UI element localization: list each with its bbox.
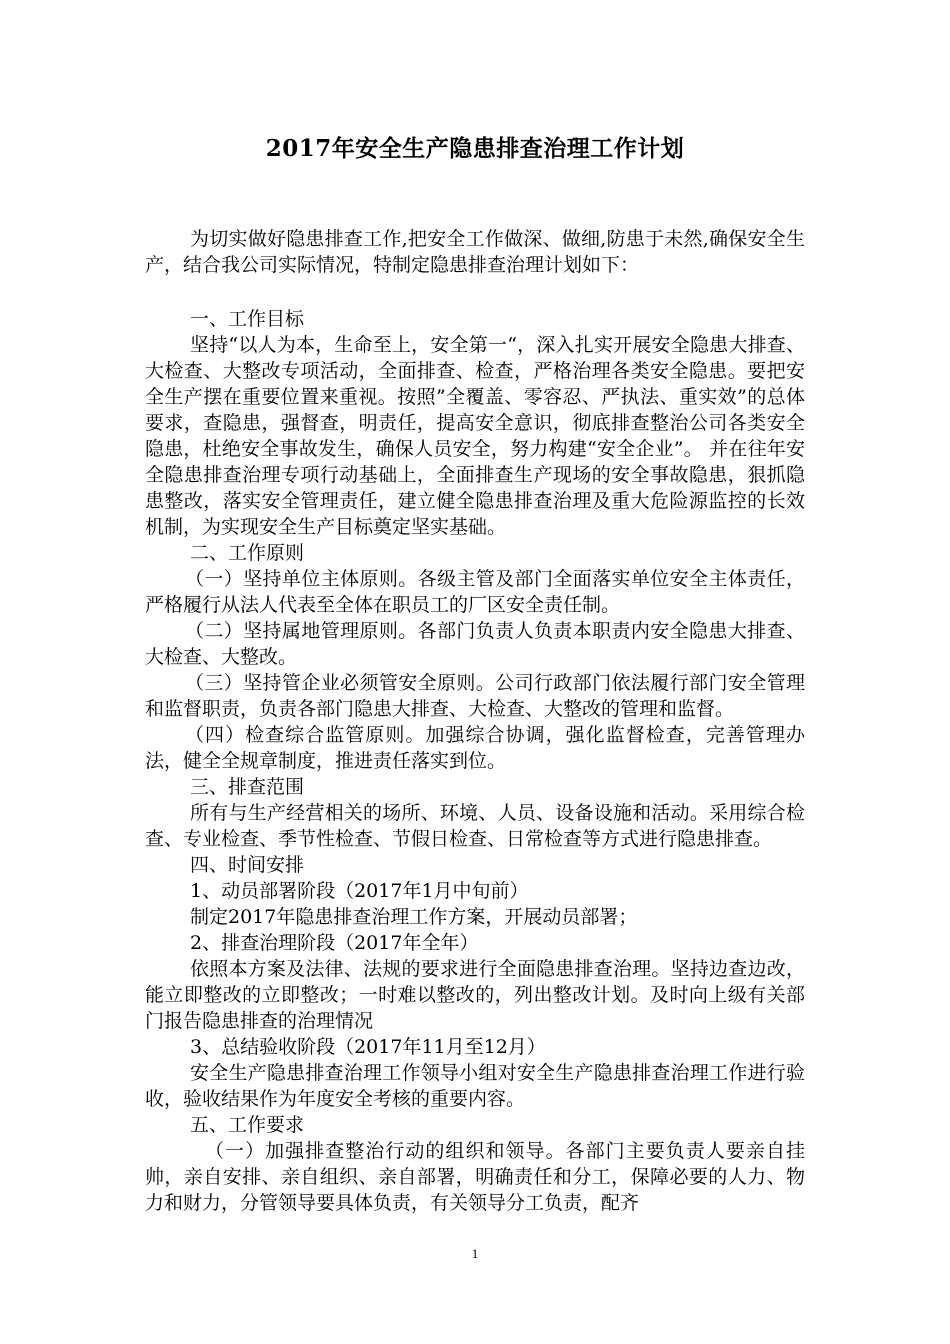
intro-paragraph: 为切实做好隐患排查工作,把安全工作做深、做细,防患于未然,确保安全生产，结合我公司实际情况，特制定隐患排查治理计划如下：: [145, 228, 805, 276]
principle-4: （四）检查综合监管原则。加强综合协调，强化监督检查，完善管理办法，健全全规章制度，推进责任落实到位。: [145, 724, 805, 772]
schedule-stage-3: 3、总结验收阶段（2017年11月至12月）: [190, 1036, 546, 1058]
paragraph-goals: 坚持“以人为本，生命至上，安全第一“，深入扎实开展安全隐患大排查、大检查、大整改专项活动，全面排查、检查，严格治理各类安全隐患。要把安全生产摆在重要位置来重视。按照”全覆盖、零容忍、严执法、重实效”的总体要求，查隐患，强督查，明责任，提高安全意识，彻底排查整治公司各类安全隐患，杜绝安全事故发生，确保人员安全，努力构建“安全企业”。 并在往年安全隐患排查治理专项行动基础上，全面排查生产现场的安全事故隐患，狠抓隐患整改，落实安全管理责任，建立健全隐患排查治理及重大危险源监控的长效机制，为实现安全生产目标奠定坚实基础。: [145, 334, 805, 538]
principle-3: （三）坚持管企业必须管安全原则。公司行政部门依法履行部门安全管理和监督职责，负责各部门隐患大排查、大检查、大整改的管理和监督。: [145, 672, 805, 720]
schedule-stage-1: 1、动员部署阶段（2017年1月中旬前）: [190, 880, 529, 902]
schedule-stage-2-text: 依照本方案及法律、法规的要求进行全面隐患排查治理。坚持边查边改，能立即整改的立即整改；一时难以整改的，列出整改计划。及时向上级有关部门报告隐患排查的治理情况: [145, 958, 805, 1032]
section-heading-principles: 二、工作原则: [190, 542, 305, 564]
section-heading-requirements: 五、工作要求: [190, 1114, 305, 1136]
section-heading-scope: 三、排查范围: [190, 776, 305, 798]
principle-1: （一）坚持单位主体原则。各级主管及部门全面落实单位安全主体责任，严格履行从法人代表至全体在职员工的厂区安全责任制。: [145, 568, 805, 616]
section-heading-schedule: 四、时间安排: [190, 854, 305, 876]
document-title: 2017年安全生产隐患排查治理工作计划: [265, 135, 685, 162]
schedule-stage-3-text: 安全生产隐患排查治理工作领导小组对安全生产隐患排查治理工作进行验收，验收结果作为年度安全考核的重要内容。: [145, 1062, 805, 1110]
section-heading-goals: 一、工作目标: [190, 308, 305, 330]
schedule-stage-2: 2、排查治理阶段（2017年全年）: [190, 932, 479, 954]
page-number: 1: [471, 1246, 479, 1261]
principle-2: （二）坚持属地管理原则。各部门负责人负责本职责内安全隐患大排查、大检查、大整改。: [145, 620, 805, 668]
schedule-stage-1-text: 制定2017年隐患排查治理工作方案，开展动员部署；: [190, 906, 638, 928]
paragraph-scope: 所有与生产经营相关的场所、环境、人员、设备设施和活动。采用综合检查、专业检查、季节性检查、节假日检查、日常检查等方式进行隐患排查。: [145, 802, 805, 850]
requirement-1: （一）加强排查整治行动的组织和领导。各部门主要负责人要亲自挂帅，亲自安排、亲自组织、亲自部署，明确责任和分工，保障必要的人力、物力和财力，分管领导要具体负责，有关领导分工负责，配齐: [145, 1140, 805, 1214]
document-body: [145, 198, 805, 1216]
